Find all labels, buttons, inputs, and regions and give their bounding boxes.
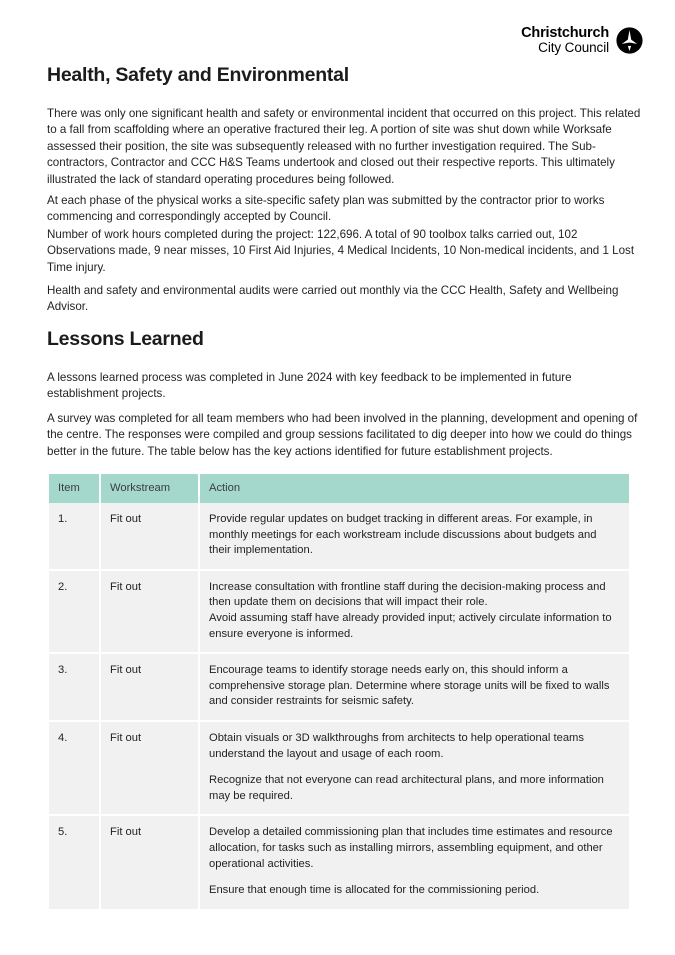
cell-workstream: Fit out	[100, 815, 199, 908]
table-row	[49, 721, 629, 815]
cell-action	[199, 721, 629, 815]
action-paragraph: Obtain visuals or 3D walkthroughs from architects to help operational teams understand the layout and usage of each room.	[209, 731, 584, 760]
action-paragraph: Encourage teams to identify storage needs early on, this should inform a comprehensive storage plan. Determine where storage units will be fixed to walls and consider restraints for seismic safety.	[209, 664, 610, 708]
logo-line-christchurch: Christchurch	[521, 25, 609, 41]
action-paragraph: Recognize that not everyone can read architectural plans, and more information may be required.	[209, 774, 604, 802]
cell-workstream: Fit out	[100, 721, 199, 815]
table-header	[49, 474, 629, 503]
table-row	[49, 503, 629, 570]
logo-wordmark	[521, 26, 609, 55]
hse-paragraph-2: At each phase of the physical works a site-specific safety plan was submitted by the contractor prior to works commencing and correspondingly accepted by Council.	[47, 193, 605, 224]
cell-item: 2.	[49, 570, 100, 653]
cell-item: 1.	[49, 503, 100, 570]
cell-workstream: Fit out	[100, 570, 199, 653]
action-paragraph: Develop a detailed commissioning plan that includes time estimates and resource allocation, for tasks such as installing mirrors, assembling equipment, and other operational activities.	[209, 826, 613, 870]
cell-action	[199, 570, 629, 653]
column-header-item: Item	[49, 474, 100, 503]
action-paragraph: Provide regular updates on budget tracking in different areas. For example, in monthly meetings for each workstream include discussions about budgets and their implementation.	[209, 513, 597, 557]
cell-action	[199, 503, 629, 570]
column-header-workstream: Workstream	[100, 474, 199, 503]
action-paragraph: Avoid assuming staff have already provided input; actively circulate information to ensure everyone is informed.	[209, 611, 612, 640]
hse-paragraph-4: Health and safety and environmental audits were carried out monthly via the CCC Health, Safety and Wellbeing Advisor.	[47, 283, 619, 314]
page-title-health-safety-environmental: Health, Safety and Environmental	[47, 64, 349, 86]
logo-line-city-council: City Council	[538, 39, 609, 55]
cell-action	[199, 653, 629, 721]
cell-item: 5.	[49, 815, 100, 908]
action-paragraph: Ensure that enough time is allocated for the commissioning period.	[209, 884, 540, 897]
table-row	[49, 653, 629, 721]
action-paragraph: Increase consultation with frontline staff during the decision-making process and then update them on decisions that will impact their role.	[209, 580, 606, 609]
table-row	[49, 570, 629, 653]
cell-item: 4.	[49, 721, 100, 815]
christchurch-chalice-icon	[616, 27, 643, 54]
christchurch-city-council-logo	[521, 26, 643, 55]
cell-item: 3.	[49, 653, 100, 721]
cell-action	[199, 815, 629, 908]
key-actions-table	[49, 474, 629, 909]
page-title-lessons-learned: Lessons Learned	[47, 328, 204, 350]
lessons-paragraph-2: A survey was completed for all team members who had been involved in the planning, development and opening of the centre. The responses were compiled and group sessions facilitated to dig deeper into how we could do things better in the future. The table below has the key actions identified for future establishment projects.	[47, 411, 638, 458]
hse-paragraph-3-statistics: Number of work hours completed during the project: 122,696. A total of 90 toolbox talks carried out, 102 Observations made, 9 near misses, 10 First Aid Injuries, 4 Medical Incidents, 10 Non-medical incidents, and 1 Lost Time injury.	[47, 227, 635, 274]
table-header-row	[49, 474, 629, 503]
cell-workstream: Fit out	[100, 503, 199, 570]
lessons-paragraph-1: A lessons learned process was completed in June 2024 with key feedback to be implemented in future establishment projects.	[47, 370, 572, 401]
table-body	[49, 503, 629, 909]
cell-workstream: Fit out	[100, 653, 199, 721]
column-header-action: Action	[199, 474, 629, 503]
hse-paragraph-1: There was only one significant health and safety or environmental incident that occurred on this project. This related to a fall from scaffolding where an operative fractured their leg. A portion of site was shut down while Worksafe assessed their position, the site was subsequently released with no further investigation required. The Sub-contractors, Contractor and CCC H&S Teams undertook and closed out their respective reports. This ultimately illustrated the lack of standard operating procedures being followed.	[47, 106, 641, 186]
table-row	[49, 815, 629, 908]
